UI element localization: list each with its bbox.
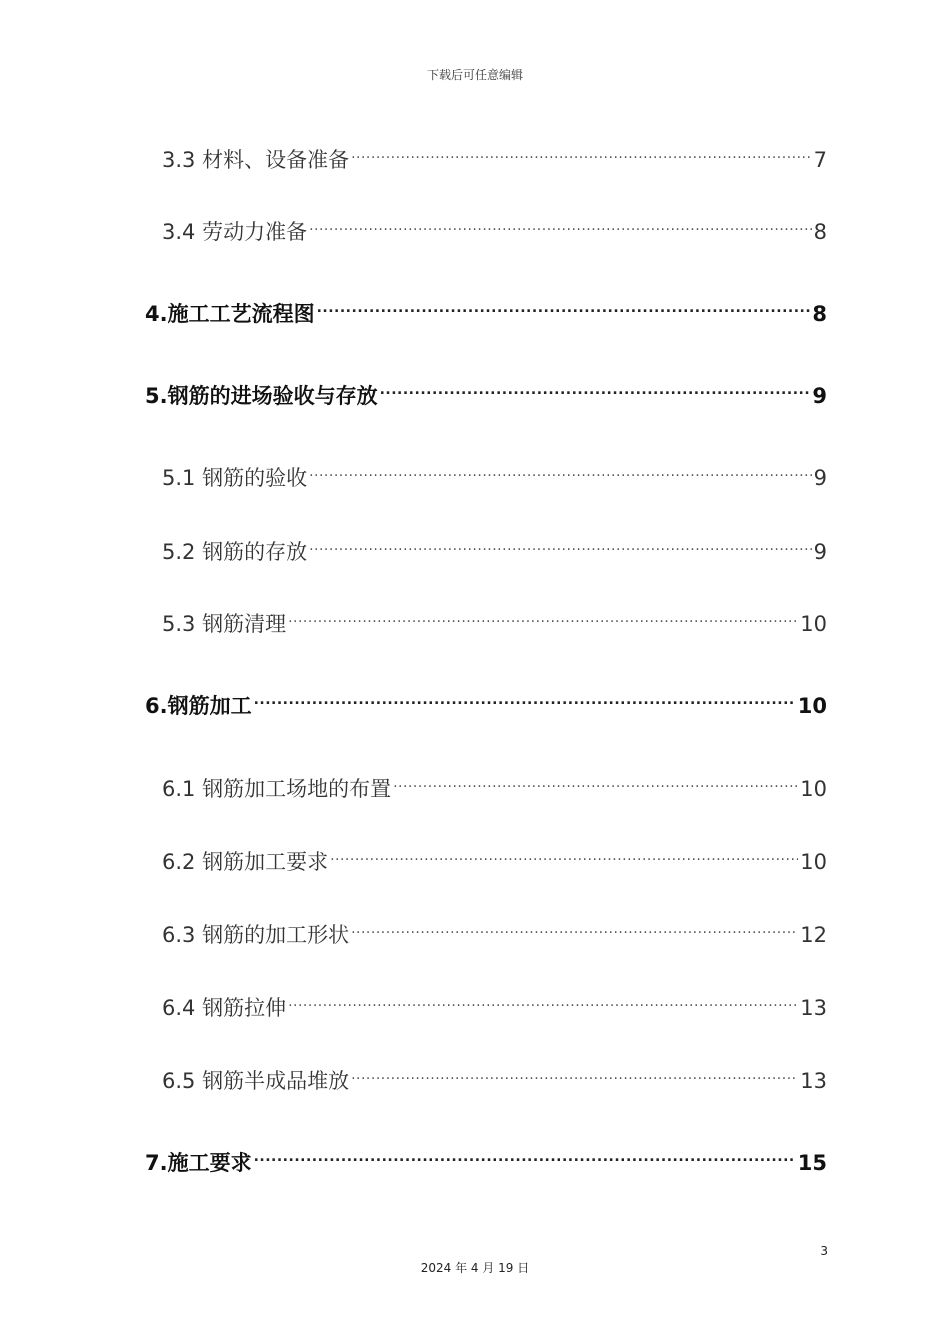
toc-dot-leader xyxy=(254,1138,796,1170)
toc-entry-page: 8 xyxy=(812,302,827,326)
toc-entry-page: 10 xyxy=(800,612,827,636)
toc-entry-7[interactable] xyxy=(145,1138,827,1175)
toc-entry-title: 6.2 钢筋加工要求 xyxy=(162,850,329,874)
page-footer-date: 2024 年 4 月 19 日 xyxy=(420,1261,530,1275)
toc-entry-page: 15 xyxy=(797,1151,827,1175)
toc-dot-leader xyxy=(351,910,798,942)
toc-entry-page: 12 xyxy=(800,923,827,947)
toc-entry-page: 13 xyxy=(800,1069,827,1093)
toc-entry-6-4[interactable] xyxy=(162,983,827,1020)
toc-entry-6[interactable] xyxy=(145,681,827,718)
toc-entry-page: 9 xyxy=(813,540,827,564)
toc-entry-page: 10 xyxy=(800,777,827,801)
toc-entry-5[interactable] xyxy=(145,371,827,408)
toc-entry-page: 10 xyxy=(797,694,827,718)
toc-dot-leader xyxy=(309,527,812,559)
toc-dot-leader xyxy=(393,764,798,796)
toc-entry-3-3[interactable] xyxy=(162,135,827,172)
toc-entry-title: 4.施工工艺流程图 xyxy=(145,302,315,326)
toc-entry-title: 6.5 钢筋半成品堆放 xyxy=(162,1069,350,1093)
toc-entry-title: 7.施工要求 xyxy=(145,1151,252,1175)
toc-entry-6-5[interactable] xyxy=(162,1056,827,1093)
toc-entry-title: 6.4 钢筋拉伸 xyxy=(162,996,287,1020)
toc-entry-title: 5.1 钢筋的验收 xyxy=(162,466,308,490)
toc-entry-6-3[interactable] xyxy=(162,910,827,947)
toc-dot-leader xyxy=(309,453,812,485)
page-header: 下载后可任意编辑 xyxy=(426,68,523,82)
toc-dot-leader xyxy=(351,1056,798,1088)
toc-dot-leader xyxy=(380,371,811,403)
toc-entry-title: 3.4 劳动力准备 xyxy=(162,220,308,244)
toc-dot-leader xyxy=(351,135,812,167)
toc-entry-page: 10 xyxy=(800,850,827,874)
page-number: 3 xyxy=(820,1244,828,1258)
toc-entry-title: 6.钢筋加工 xyxy=(145,694,252,718)
toc-entry-page: 13 xyxy=(800,996,827,1020)
toc-entry-6-1[interactable] xyxy=(162,764,827,801)
toc-dot-leader xyxy=(288,599,798,631)
toc-entry-page: 8 xyxy=(813,220,827,244)
toc-entry-title: 5.2 钢筋的存放 xyxy=(162,540,308,564)
toc-dot-leader xyxy=(317,289,811,321)
toc-dot-leader xyxy=(330,837,798,869)
toc-entry-page: 9 xyxy=(813,466,827,490)
toc-entry-title: 6.1 钢筋加工场地的布置 xyxy=(162,777,392,801)
toc-entry-page: 7 xyxy=(813,148,827,172)
toc-dot-leader xyxy=(254,681,796,713)
toc-entry-5-3[interactable] xyxy=(162,599,827,636)
toc-entry-title: 5.钢筋的进场验收与存放 xyxy=(145,384,378,408)
toc-entry-title: 5.3 钢筋清理 xyxy=(162,612,287,636)
toc-entry-5-2[interactable] xyxy=(162,527,827,564)
toc-entry-4[interactable] xyxy=(145,289,827,326)
toc-entry-page: 9 xyxy=(812,384,827,408)
toc-entry-6-2[interactable] xyxy=(162,837,827,874)
toc-entry-5-1[interactable] xyxy=(162,453,827,490)
toc-entry-3-4[interactable] xyxy=(162,207,827,244)
toc-entry-title: 3.3 材料、设备准备 xyxy=(162,148,350,172)
toc-dot-leader xyxy=(288,983,798,1015)
toc-dot-leader xyxy=(309,207,812,239)
toc-entry-title: 6.3 钢筋的加工形状 xyxy=(162,923,350,947)
